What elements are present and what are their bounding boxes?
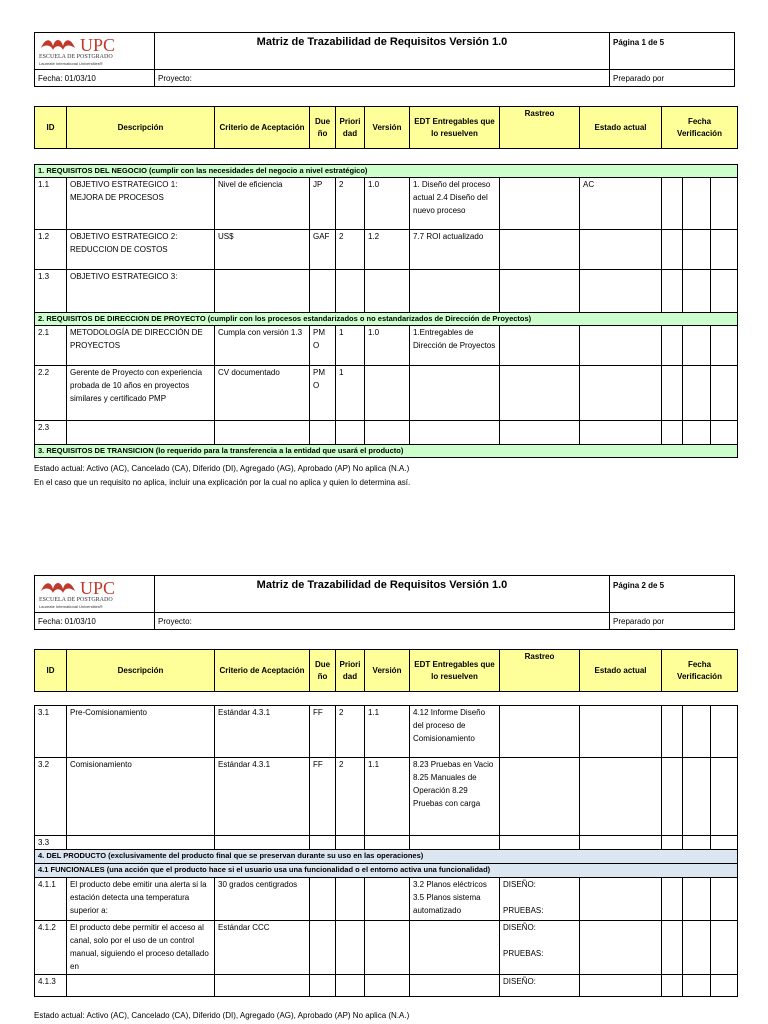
matrix-table <box>34 649 738 997</box>
col-prioridad: Priori dad <box>336 107 365 149</box>
preparado-cell: Preparado por <box>610 70 735 87</box>
header-table <box>34 575 735 630</box>
col-descripcion: Descripción <box>67 650 215 692</box>
col-prioridad: Priori dad <box>336 650 365 692</box>
page-number: Página 2 de 5 <box>610 576 735 613</box>
table-row: 3.1 Pre-Comisionamiento Estándar 4.3.1 FF 2 1.1 4.12 Informe Diseño del proceso de Comisionamiento <box>35 706 738 758</box>
col-criterio: Criterio de Aceptación <box>215 650 310 692</box>
page-1 <box>34 32 734 490</box>
section-producto: 4. DEL PRODUCTO (exclusivamente del producto final que se preservan durante su uso en las operaciones) <box>35 850 738 864</box>
logo-cell: UPC ESCUELA DE POSTGRADO Laureate International Universities® <box>35 33 155 70</box>
document-title: Matriz de Trazabilidad de Requisitos Versión 1.0 <box>155 33 610 70</box>
col-id: ID <box>35 107 67 149</box>
estado-note: Estado actual: Activo (AC), Cancelado (CA), Diferido (DI), Agregado (AG), Aprobado (AP) No aplica (N.A.) <box>34 464 410 473</box>
table-row: 3.2 Comisionamiento Estándar 4.3.1 FF 2 1.1 8.23 Pruebas en Vacio 8.25 Manuales de Operación 8.29 Pruebas con carga <box>35 758 738 836</box>
fecha-cell: Fecha: 01/03/10 <box>35 613 155 630</box>
logo-cell: UPC ESCUELA DE POSTGRADO Laureate International Universities® <box>35 576 155 613</box>
col-version: Versión <box>365 107 410 149</box>
header-table <box>34 32 735 87</box>
upc-logo: UPC <box>39 579 150 597</box>
section-transicion: 3. REQUISITOS DE TRANSICION (lo requerido para la transferencia a la entidad que usará el producto) <box>35 445 738 458</box>
table-row: 4.1.1 El producto debe emitir una alerta si la estación detecta una temperatura superior a: 30 grados centigrados 3.2 Planos eléctricos 3.5 Planos sistema automatizado DISEÑO: PRUEBAS: <box>35 878 738 921</box>
page-2 <box>34 575 734 1023</box>
col-rastreo: Rastreo <box>500 107 580 149</box>
col-version: Versión <box>365 650 410 692</box>
proyecto-cell: Proyecto: <box>155 613 610 630</box>
page-number: Página 1 de 5 <box>610 33 735 70</box>
col-dueno: Due ño <box>310 650 336 692</box>
table-row: 1.2 OBJETIVO ESTRATEGICO 2: REDUCCION DE COSTOS US$ GAF 2 1.2 7.7 ROI actualizado <box>35 230 738 270</box>
table-row: 4.1.2 El producto debe permitir el acceso al canal, solo por el uso de un control manual, siguiendo el proceso detallado en Estándar CCC DISEÑO: PRUEBAS: <box>35 921 738 975</box>
matrix-table <box>34 106 738 458</box>
table-row: 1.3 OBJETIVO ESTRATEGICO 3: <box>35 270 738 313</box>
estado-note: Estado actual: Activo (AC), Cancelado (CA), Diferido (DI), Agregado (AG), Aprobado (AP) No aplica (N.A.) <box>34 1011 410 1020</box>
section-funcionales: 4.1 FUNCIONALES (una acción que el producto hace si el usuario usa una funcionalidad o el entorno activa una funcionalidad) <box>35 864 738 878</box>
col-criterio: Criterio de Aceptación <box>215 107 310 149</box>
table-row: 3.3 <box>35 836 738 850</box>
table-row: 1.1 OBJETIVO ESTRATEGICO 1: MEJORA DE PROCESOS Nivel de eficiencia JP 2 1.0 1. Diseño del proceso actual 2.4 Diseño del nuevo proceso AC <box>35 178 738 230</box>
proyecto-cell: Proyecto: <box>155 70 610 87</box>
col-estado: Estado actual <box>580 650 662 692</box>
col-estado: Estado actual <box>580 107 662 149</box>
fecha-cell: Fecha: 01/03/10 <box>35 70 155 87</box>
preparado-cell: Preparado por <box>610 613 735 630</box>
col-id: ID <box>35 650 67 692</box>
upc-logo: UPC <box>39 36 150 54</box>
table-row: 2.3 <box>35 421 738 445</box>
col-dueno: Due ño <box>310 107 336 149</box>
col-descripcion: Descripción <box>67 107 215 149</box>
col-edt: EDT Entregables que lo resuelven <box>410 107 500 149</box>
col-fecha-verificacion: Fecha Verificación <box>662 650 738 692</box>
col-fecha-verificacion: Fecha Verificación <box>662 107 738 149</box>
section-direccion-proyecto: 2. REQUISITOS DE DIRECCION DE PROYECTO (cumplir con los procesos estandarizados o no estandarizados de Dirección de Proyectos) <box>35 313 738 326</box>
section-requisitos-negocio: 1. REQUISITOS DEL NEGOCIO (cumplir con las necesidades del negocio a nivel estratégico) <box>35 165 738 178</box>
col-rastreo: Rastreo <box>500 650 580 692</box>
col-edt: EDT Entregables que lo resuelven <box>410 650 500 692</box>
upc-birds-icon <box>39 579 77 597</box>
table-row: 2.2 Gerente de Proyecto con experiencia probada de 10 años en proyectos similares y certificado PMP CV documentado PM O 1 <box>35 366 738 421</box>
upc-birds-icon <box>39 36 77 54</box>
no-aplica-note: En el caso que un requisito no aplica, incluir una explicación por la cual no aplica y quien lo determina así. <box>34 478 411 487</box>
table-row: 2.1 METODOLOGÍA DE DIRECCIÓN DE PROYECTOS Cumpla con versión 1.3 PM O 1 1.0 1.Entregables de Dirección de Proyectos <box>35 326 738 366</box>
document-title: Matriz de Trazabilidad de Requisitos Versión 1.0 <box>155 576 610 613</box>
table-row: 4.1.3 DISEÑO: <box>35 975 738 997</box>
